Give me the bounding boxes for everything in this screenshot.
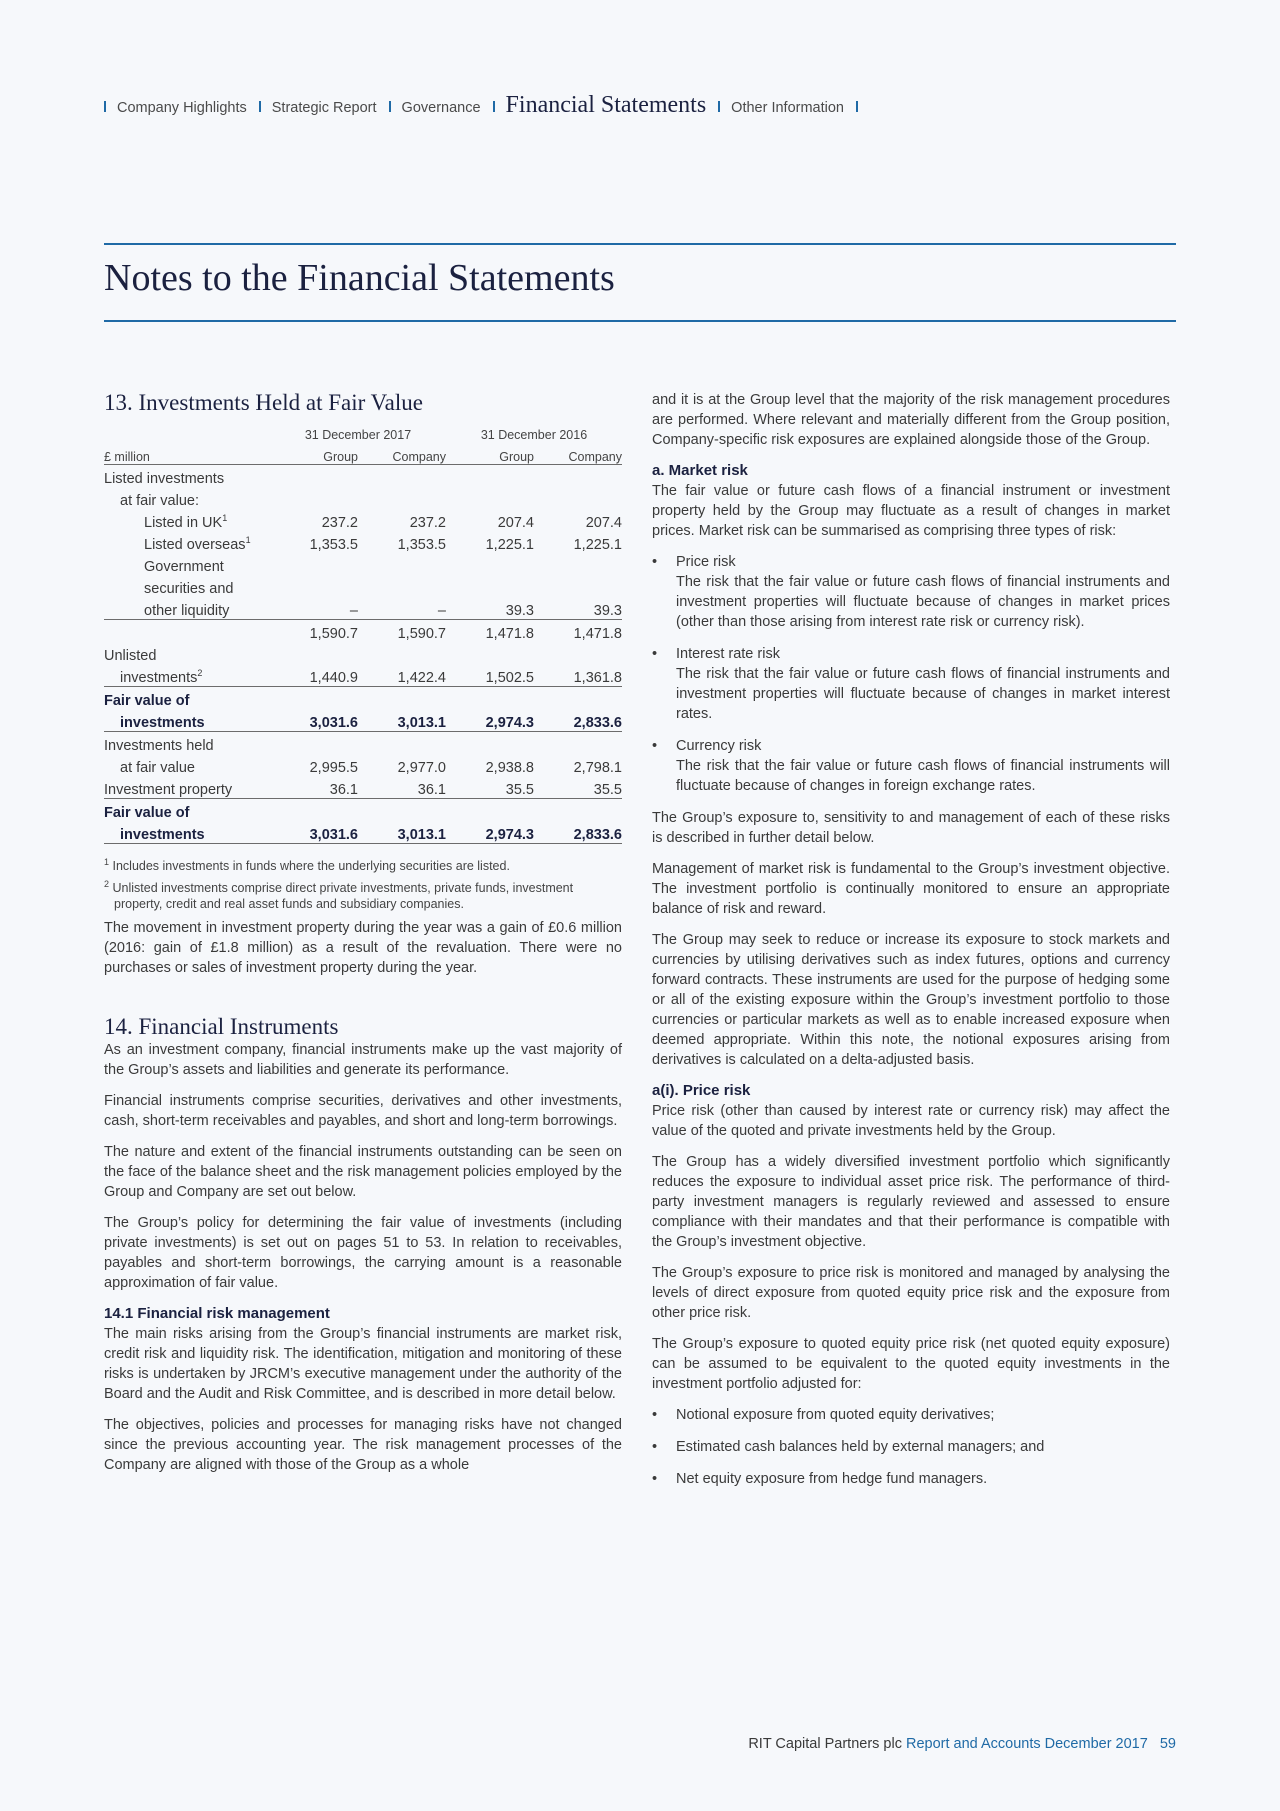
cell-value: 2,974.3 (446, 709, 534, 732)
cell-value: 2,938.8 (485, 760, 534, 776)
investments-table (104, 420, 622, 844)
market-risk-title: a. Market risk (652, 462, 748, 479)
paragraph: The Group’s exposure to quoted equity price risk (net quoted equity exposure) can be assumed to be equivalent to the quoted equity investments in the investment portfolio adjusted for: (652, 1336, 1170, 1392)
price-risk-title: a(i). Price risk (652, 1082, 751, 1099)
list-item: • Price risk The risk that the fair value or future cash flows of financial instruments and investment properties will fluctuate because of changes in market prices (other than those arising from interest rate risk or currency risk). (652, 552, 1170, 632)
paragraph: and it is at the Group level that the majority of the risk management procedures are performed. Where relevant and materially different from the Group position, Company-specific risk exposures are explained alongside those of the Group. (652, 392, 1170, 448)
cell-value: 237.2 (409, 515, 446, 531)
cell-value: 3,013.1 (358, 709, 446, 732)
left-column (104, 390, 622, 1486)
paragraph: As an investment company, financial instruments make up the vast majority of the Group’s assets and liabilities and generate its performance. (104, 1042, 622, 1078)
paragraph: The fair value or future cash flows of a financial instrument or investment property held by the Group may fluctuate as a result of changes in market prices. Market risk can be summarised as comprising three types of risk: (652, 483, 1170, 539)
table-row (104, 732, 622, 755)
cell-value: 39.3 (534, 597, 622, 620)
cell-value: 2,977.0 (397, 760, 446, 776)
table-footnotes (104, 858, 622, 912)
cell-value: 1,422.4 (358, 664, 446, 687)
cell-value: 1,353.5 (397, 537, 446, 553)
nav-strategic-report[interactable]: Strategic Report (271, 100, 377, 116)
cell-value: 2,798.1 (573, 760, 622, 776)
paragraph: Management of market risk is fundamental to the Group’s investment objective. The investment portfolio is continually monitored to ensure an appropriate balance of risk and reward. (652, 861, 1170, 917)
cell-value: 2,995.5 (309, 760, 358, 776)
nav-separator (493, 101, 495, 112)
period-2017: 31 December 2017 (304, 428, 412, 442)
table-row (104, 642, 622, 664)
section-14-title: 14. Financial Instruments (104, 1014, 339, 1039)
cell-value: 35.5 (534, 776, 622, 799)
table-row (104, 687, 622, 710)
cell-value: 1,225.1 (485, 537, 534, 553)
cell-value: 2,833.6 (534, 821, 622, 844)
table-row (104, 531, 622, 553)
list-item: • Notional exposure from quoted equity derivatives; (652, 1405, 1170, 1425)
row-label: securities and (144, 581, 234, 597)
row-label: Government (144, 559, 224, 575)
cell-value: 36.1 (358, 776, 446, 799)
table-header-columns (104, 442, 622, 465)
paragraph: The Group’s exposure to, sensitivity to and management of each of these risks is described in further detail below. (652, 810, 1170, 846)
row-label: investments$^2$ (104, 664, 270, 687)
paragraph: The main risks arising from the Group’s financial instruments are market risk, credit risk and liquidity risk. The identification, mitigation and monitoring of these risks is undertaken by JRCM’s executive management under the authority of the Board and the Audit and Risk Committee, and is described in more detail below. (104, 1326, 622, 1402)
cell-value: 1,471.8 (573, 626, 622, 642)
table-row (104, 575, 622, 597)
table-row (104, 553, 622, 575)
cell-value: 207.4 (585, 515, 622, 531)
row-label: at fair value: (120, 493, 199, 509)
nav-company-highlights[interactable]: Company Highlights (117, 100, 247, 116)
risk-types-list (652, 552, 1170, 796)
title-rule-top (104, 243, 1176, 245)
nav-financial-statements[interactable]: Financial Statements (505, 92, 707, 118)
cell-value: 35.5 (446, 776, 534, 799)
nav-separator (389, 101, 391, 112)
row-label: Listed overseas$^1$ (144, 535, 251, 553)
cell-value: 1,225.1 (573, 537, 622, 553)
cell-value: 207.4 (497, 515, 534, 531)
cell-value: 237.2 (321, 515, 358, 531)
table-row (104, 776, 622, 799)
paragraph: The nature and extent of the financial instruments outstanding can be seen on the face of the balance sheet and the risk management policies employed by the Group and Company are set out below. (104, 1144, 622, 1200)
row-label: Unlisted (104, 648, 157, 664)
col-group: Group (446, 442, 534, 465)
cell-value: 1,353.5 (309, 537, 358, 553)
investment-property-paragraph: The movement in investment property during the year was a gain of £0.6 million (2016: gain of £1.8 million) as a result of the revaluation. There were no purchases or sales of investment property during the year. (104, 920, 622, 976)
table-row (104, 465, 622, 488)
paragraph: The Group may seek to reduce or increase its exposure to stock markets and currencies by utilising derivatives such as index futures, options and currency forward contracts. These instruments are used for the purpose of hedging some or all of the existing exposure within the Group’s investment portfolio to those currencies or particular markets as well as to enable increased exposure when deemed appropriate. Within this note, the notional exposures arising from derivatives is calculated on a delta-adjusted basis. (652, 932, 1170, 1068)
page-title: Notes to the Financial Statements (104, 257, 615, 299)
row-label: investments (104, 709, 270, 732)
paragraph: The Group’s policy for determining the fair value of investments (including private investments) is set out on pages 51 to 53. In relation to receivables, payables and short-term borrowings, the carrying amount is a reasonable approximation of fair value. (104, 1215, 622, 1291)
period-2016: 31 December 2016 (480, 428, 588, 442)
cell-value: 1,440.9 (270, 664, 358, 687)
cell-value: 2,833.6 (534, 709, 622, 732)
cell-value: – (270, 597, 358, 620)
row-label: Fair value of (104, 693, 190, 709)
cell-value: 39.3 (446, 597, 534, 620)
nav-separator (856, 101, 858, 112)
row-label: at fair value (120, 760, 195, 776)
paragraph: Price risk (other than caused by interest rate or currency risk) may affect the value of the quoted and private investments held by the Group. (652, 1103, 1170, 1139)
footnote: $^1$ Includes investments in funds where the underlying securities are listed. (104, 856, 510, 873)
table-row (104, 597, 622, 620)
row-label: Fair value of (104, 805, 190, 821)
title-rule-bottom (104, 320, 1176, 322)
section-nav (104, 92, 869, 119)
table-row-subtotal (104, 620, 622, 643)
nav-other-information[interactable]: Other Information (731, 100, 844, 116)
table-row (104, 664, 622, 687)
unit-label: £ million (104, 442, 270, 465)
page-footer (748, 1736, 1176, 1752)
page-number: 59 (1159, 1736, 1176, 1752)
paragraph: The objectives, policies and processes for managing risks have not changed since the previous accounting year. The risk management processes of the Company are aligned with those of the Group as a whole (104, 1417, 622, 1473)
nav-separator (259, 101, 261, 112)
nav-separator (718, 101, 720, 112)
subsection-141-title: 14.1 Financial risk management (104, 1305, 330, 1322)
row-label: Listed investments (104, 471, 225, 487)
table-row (104, 509, 622, 531)
list-item: • Net equity exposure from hedge fund managers. (652, 1469, 1170, 1489)
row-label: Investments held (104, 738, 214, 754)
paragraph: The Group’s exposure to price risk is monitored and managed by analysing the levels of direct exposure from quoted equity price risk and the exposure from other price risk. (652, 1265, 1170, 1321)
table-row-total (104, 709, 622, 732)
cell-value: 1,502.5 (446, 664, 534, 687)
cell-value: 1,590.7 (309, 626, 358, 642)
table-header-periods (104, 420, 622, 442)
col-company: Company (534, 442, 622, 465)
row-label: Listed in $UK^1$ (144, 513, 228, 531)
list-item: • Interest rate risk The risk that the fair value or future cash flows of financial instruments and investment properties will fluctuate because of changes in market interest rates. (652, 644, 1170, 724)
list-item: • Currency risk The risk that the fair value or future cash flows of financial instruments will fluctuate because of changes in foreign exchange rates. (652, 736, 1170, 796)
footnote: $^2$ Unlisted investments comprise direct private investments, private funds, investment property, credit and real asset funds and subsidiary companies. (104, 878, 574, 911)
cell-value: 1,361.8 (534, 664, 622, 687)
paragraph: Financial instruments comprise securities, derivatives and other investments, cash, short-term receivables and payables, and short and long-term borrowings. (104, 1093, 622, 1129)
row-label: investments (104, 821, 270, 844)
footer-company: RIT Capital Partners plc (748, 1736, 902, 1752)
paragraph: The Group has a widely diversified investment portfolio which significantly reduces the exposure to individual asset price risk. The performance of third-party investment managers is regularly reviewed and assessed to ensure compliance with their mandates and that their performance is compatible with the Group’s investment objective. (652, 1154, 1170, 1250)
table-row (104, 799, 622, 822)
footer-report: Report and Accounts December 2017 (906, 1736, 1148, 1752)
table-row (104, 487, 622, 509)
cell-value: 1,590.7 (397, 626, 446, 642)
cell-value: – (358, 597, 446, 620)
cell-value: 1,471.8 (485, 626, 534, 642)
adjustments-list (652, 1405, 1170, 1489)
col-company: Company (358, 442, 446, 465)
right-column (652, 390, 1170, 1501)
table-row (104, 754, 622, 776)
cell-value: 3,031.6 (270, 709, 358, 732)
cell-value: 3,013.1 (358, 821, 446, 844)
col-group: Group (270, 442, 358, 465)
table-row-total (104, 821, 622, 844)
nav-separator (104, 101, 106, 112)
nav-governance[interactable]: Governance (401, 100, 481, 116)
section-13-title: 13. Investments Held at Fair Value (104, 390, 423, 415)
list-item: • Estimated cash balances held by external managers; and (652, 1437, 1170, 1457)
row-label: Investment property (104, 776, 270, 799)
cell-value: 2,974.3 (446, 821, 534, 844)
cell-value: 3,031.6 (270, 821, 358, 844)
row-label: other liquidity (104, 597, 270, 620)
cell-value: 36.1 (270, 776, 358, 799)
